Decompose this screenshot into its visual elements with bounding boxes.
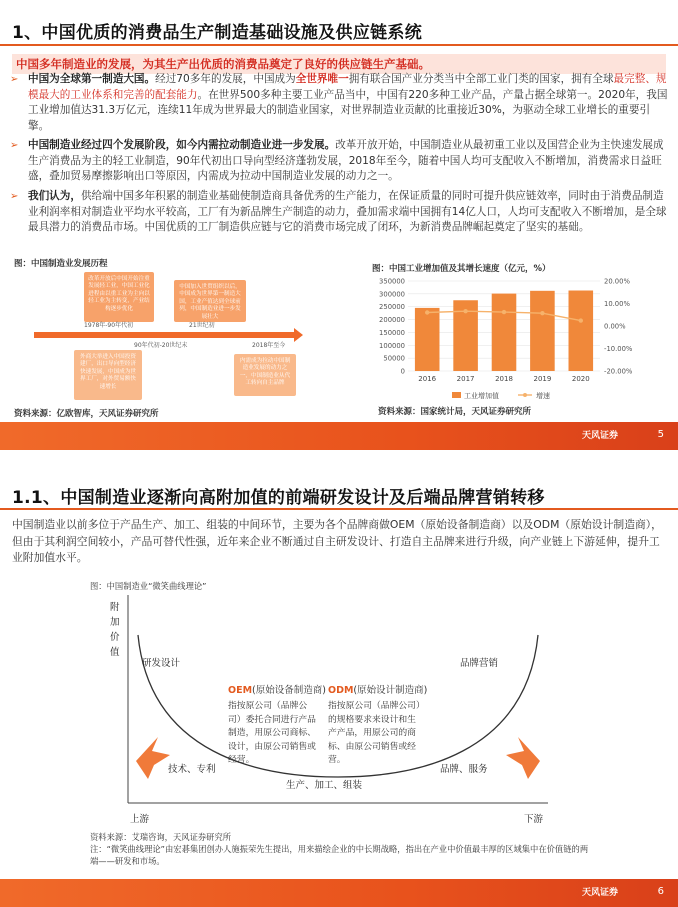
label-rd-design: 研发设计 (142, 658, 181, 669)
development-timeline (14, 270, 304, 400)
odm-full: (原始设计制造商) (353, 685, 428, 696)
chart-caption: 图：中国工业增加值及其增长速度（亿元，%） (372, 264, 551, 274)
page-number: 6 (657, 886, 664, 897)
x-tick-label: 2019 (533, 375, 552, 383)
arrow-bullet-icon: ➢ (10, 191, 19, 202)
bar-industrial-value (492, 294, 517, 371)
arrow-bullet-icon: ➢ (10, 74, 19, 85)
timeline-label: 21世纪初 (189, 322, 215, 329)
timeline-box: 改革开放后中国开始注重发展轻工业，中国工业化进程由以重工业为主向以轻工业为主转变，产业结构逐步优化 (84, 272, 154, 322)
y-right-tick: 0.00% (604, 322, 626, 331)
label-brand-service: 品牌、服务 (440, 764, 488, 775)
y-axis-label: 附加价值 (110, 602, 120, 658)
arrow-bullet-icon: ➢ (10, 140, 19, 151)
slide-1 (0, 0, 678, 450)
y-right-tick: -20.00% (604, 367, 633, 376)
oem-heading (228, 682, 326, 696)
slide-title: 1、中国优质的消费品生产制造基础设施及供应链系统 (12, 23, 423, 43)
bullet-text (10, 72, 668, 134)
y-left-tick: 150000 (379, 328, 405, 337)
label-upstream: 上游 (130, 814, 150, 825)
legend-swatch-point (523, 393, 527, 397)
figure-source: 资料来源：亿欧智库，天风证券研究所 (14, 409, 159, 419)
slide-2 (0, 455, 678, 907)
label-tech-patent: 技术、专利 (168, 764, 216, 775)
figure-source: 资料来源：艾瑞咨询，天风证券研究所 (90, 832, 232, 842)
y-left-tick: 100000 (379, 341, 405, 350)
label-downstream: 下游 (524, 814, 544, 825)
x-tick-label: 2020 (571, 375, 590, 383)
highlight-banner: 中国多年制造业的发展，为其生产出优质的消费品奠定了良好的供应链生产基础。 (12, 54, 666, 74)
page-number: 5 (657, 429, 664, 440)
y-left-tick: 200000 (379, 316, 405, 325)
bullet-segment: 供给端中国多年积累的制造业基础使制造商具备优秀的生产能力，在保证质量的同时可提升供应链效率，同时由于消费品制造业利润率相对制造业平均水平较高，工厂有为新品牌生产制造的动力，叠加需求端中国拥有14亿人口，人均可支配收入不断增加，是全球最具潜力的消费品市场。中国优质的工厂制造供应链与它的消费市场完成了闭环，为新消费品牌崛起奠定了坚实的基础。 (28, 190, 667, 234)
odm-description: 指按原公司（品牌公司）的规格要求来设计和生产产品，用原公司的商标、由原公司销售或经营。 (328, 701, 421, 765)
bullet-segment: 我们认为， (28, 190, 81, 202)
odm-abbr: ODM (328, 685, 354, 696)
bullet-segment: 经过70多年的发展，中国成为 (155, 73, 296, 85)
legend-swatch-bar (452, 392, 461, 398)
y-left-tick: 50000 (383, 354, 405, 363)
point-growth-rate (579, 318, 583, 322)
timeline-arrow-head (294, 328, 303, 342)
company-logo: 天风证券 (581, 431, 618, 441)
y-left-tick: 350000 (379, 277, 405, 286)
point-growth-rate (502, 310, 506, 314)
y-right-tick: -10.00% (604, 345, 633, 353)
y-left-tick: 0 (400, 367, 405, 376)
y-left-tick: 250000 (379, 303, 405, 312)
timeline-arrow (34, 332, 299, 338)
title-divider (0, 44, 678, 46)
y-right-tick: 10.00% (604, 300, 630, 308)
bullet-segment: 全世界唯一 (295, 73, 349, 85)
label-production: 生产、加工、组装 (286, 780, 363, 791)
point-growth-rate (425, 310, 429, 314)
label-brand-marketing: 品牌营销 (460, 658, 499, 669)
x-tick-label: 2017 (456, 375, 475, 383)
bar-industrial-value (415, 308, 440, 371)
bullet-segment: 拥有联合国产业分类当中全部工业门类的国家，拥有全球 (348, 73, 614, 85)
bullet-text (10, 138, 668, 185)
x-tick-label: 2018 (495, 375, 513, 383)
bullet-segment: 。在世界500多种主要工业产品当中，中国有220多种工业产品，产量占据全球第一。2020年，我国工业增加值达31.3万亿元，连续11年成为世界最大的制造业国家，对世界制造业贡献的比重接近30%，为驱动全球工业增长的重要引擎。 (28, 88, 668, 132)
bullet-2 (10, 138, 668, 185)
footer-bar (0, 422, 678, 450)
chart-source: 资料来源：国家统计局，天风证券研究所 (378, 407, 532, 417)
bar-industrial-value (530, 291, 555, 371)
bar-industrial-value (569, 290, 594, 371)
y-right-tick: 20.00% (604, 277, 630, 286)
bullet-segment: 中国为全球第一制造大国。 (28, 73, 156, 85)
oem-abbr: OEM (228, 685, 253, 696)
timeline-box: 内需成为拉动中国制造业发展的动力之一，中国制造业从代工转向自主品牌 (234, 354, 296, 396)
timeline-label: 1978年-90年代初 (84, 322, 134, 329)
legend-label: 增速 (536, 392, 550, 400)
company-logo: 天风证券 (581, 888, 618, 898)
legend-label: 工业增加值 (464, 392, 499, 400)
point-growth-rate (540, 311, 544, 315)
bullet-text (10, 189, 668, 236)
footer-bar (0, 879, 678, 907)
figure-caption: 图：中国制造业“微笑曲线理论” (90, 581, 207, 591)
x-tick-label: 2016 (418, 375, 437, 383)
timeline-box: 外商大举进入中国投资建厂，出口导向型经济快速发展，中国成为世界工厂，对外贸易额快速增长 (74, 350, 142, 400)
slide-title: 1.1、中国制造业逐渐向高附加值的前端研发设计及后端品牌营销转移 (12, 488, 545, 508)
bullet-1 (10, 72, 668, 134)
bullet-segment: 中国制造业经过四个发展阶段，如今内需拉动制造业进一步发展。 (28, 139, 336, 151)
point-growth-rate (463, 309, 467, 313)
bullet-segment: 最完整、规模最大的工业体系和完善的配套能力 (28, 73, 667, 101)
odm-heading (328, 682, 427, 696)
y-left-tick: 300000 (379, 290, 405, 299)
oem-full: (原始设备制造商) (252, 685, 326, 696)
intro-paragraph: 中国制造业以前多位于产品生产、加工、组装的中间环节，主要为各个品牌商做OEM（原始设备制造商）以及ODM（原始设计制造商），但由于其利润空间较小，产品可替代性强，近年来企业不断通过自主研发设计、打造自主品牌来进行升级，向产业链上下游延伸，提升工业附加值水平。 (12, 518, 662, 564)
timeline-label: 2018年至今 (252, 342, 286, 349)
industrial-value-chart (360, 275, 660, 403)
bullet-3 (10, 189, 668, 236)
timeline-box: 中国加入世贸组织以后，中国成为世界第一制造大国，工业产值达到全球前列，中国制造业进一步发展壮大 (174, 280, 246, 322)
bullet-segment: 改革开放开始，中国制造业从最初重工业以及国营企业为主快速发展成生产消费品为主的轻工业制造，90年代初出口导向型经济蓬勃发展，2018年至今，随着中国人均可支配收入不断增加，消费需求日益旺盛，叠加贸易摩擦影响出口等原因，内需成为拉动中国制造业发展的动力之一。 (28, 139, 664, 183)
figure-note: 注：“微笑曲线理论”由宏碁集团创办人施振荣先生提出，用来描绘企业的中长期战略，指出在产业中价值最丰厚的区域集中在价值链的两端——研发和市场。 (90, 844, 589, 866)
oem-description: 指按原公司（品牌公司）委托合同进行产品制造，用原公司商标、设计，由原公司销售或经营。 (228, 701, 316, 765)
timeline-label: 90年代初-20世纪末 (134, 342, 188, 349)
figure-caption: 图：中国制造业发展历程 (14, 259, 108, 269)
